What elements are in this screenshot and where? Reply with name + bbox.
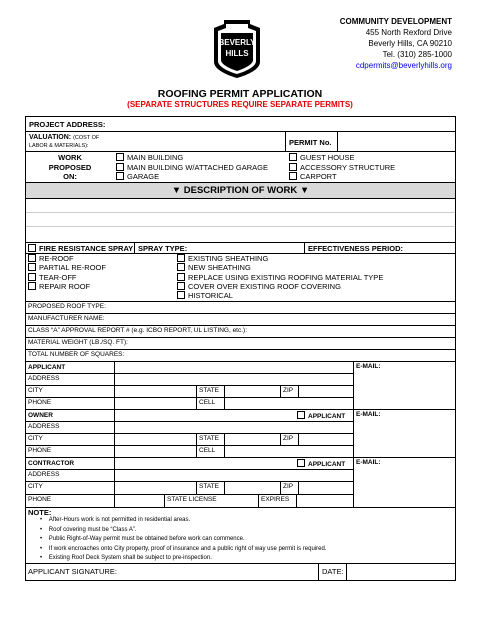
- expires-label: EXPIRES: [261, 496, 290, 503]
- info-row[interactable]: MANUFACTURER NAME:: [28, 315, 105, 322]
- info-row[interactable]: MATERIAL WEIGHT (LB./SQ. FT):: [28, 339, 128, 346]
- phone-number: Tel. (310) 285-1000: [382, 50, 452, 59]
- checkbox[interactable]: [297, 411, 305, 419]
- info-row[interactable]: CLASS “A” APPROVAL REPORT # (e.g. ICBO REPORT, UL LISTING, etc.):: [28, 327, 248, 334]
- phone-label: PHONE: [28, 447, 52, 454]
- state-label: STATE: [199, 435, 219, 442]
- checkbox[interactable]: [177, 282, 185, 290]
- phone-label: PHONE: [28, 496, 52, 503]
- checkbox[interactable]: [116, 153, 124, 161]
- email-link[interactable]: cdpermits@beverlyhills.org: [355, 61, 452, 70]
- email-label: E-MAIL:: [356, 363, 381, 370]
- checkbox[interactable]: [116, 163, 124, 171]
- description-header: ▼ DESCRIPTION OF WORK ▼: [26, 183, 455, 198]
- checkbox[interactable]: [28, 273, 36, 281]
- roof-option[interactable]: PARTIAL RE-ROOF: [28, 263, 106, 272]
- roof-option[interactable]: COVER OVER EXISTING ROOF COVERING: [177, 282, 383, 291]
- city-logo: [210, 18, 264, 80]
- zip-label: ZIP: [283, 387, 294, 394]
- logo-text-bottom: HILLS: [225, 49, 249, 58]
- list-item: • Existing Roof Deck System shall be subject to pre-inspection.: [40, 555, 212, 562]
- notes-list: [40, 516, 326, 564]
- work-proposed-label: WORK PROPOSED ON:: [48, 153, 92, 181]
- cell-label: CELL: [199, 447, 216, 454]
- checkbox[interactable]: [289, 163, 297, 171]
- checkbox[interactable]: [28, 254, 36, 262]
- note-label: NOTE:: [28, 508, 52, 517]
- project-address-label: PROJECT ADDRESS:: [29, 120, 106, 129]
- work-option[interactable]: ACCESSORY STRUCTURE: [289, 163, 395, 173]
- list-item: • Roof covering must be “Class A”.: [40, 526, 137, 533]
- permit-no-label: PERMIT No.: [289, 138, 332, 147]
- address-label: ADDRESS: [28, 423, 60, 430]
- address-line1: 455 North Rexford Drive: [365, 28, 452, 37]
- roof-option[interactable]: EXISTING SHEATHING: [177, 254, 383, 263]
- roof-option[interactable]: TEAR-OFF: [28, 273, 106, 282]
- email-label: E-MAIL:: [356, 411, 381, 418]
- roof-option[interactable]: RE-ROOF: [28, 254, 106, 263]
- work-option[interactable]: GUEST HOUSE: [289, 153, 395, 163]
- dept-name: COMMUNITY DEVELOPMENT: [339, 17, 452, 26]
- effectiveness-label: EFFECTIVENESS PERIOD:: [308, 244, 404, 253]
- contractor-applicant-option[interactable]: APPLICANT: [297, 459, 345, 468]
- checkbox[interactable]: [297, 459, 305, 467]
- checkbox[interactable]: [116, 172, 124, 180]
- contractor-label: CONTRACTOR: [28, 460, 75, 467]
- cell-label: CELL: [199, 399, 216, 406]
- applicant-label: APPLICANT: [28, 364, 66, 371]
- owner-label: OWNER: [28, 412, 53, 419]
- fire-spray-option[interactable]: FIRE RESISTANCE SPRAY: [28, 244, 133, 253]
- checkbox[interactable]: [28, 263, 36, 271]
- checkbox[interactable]: [28, 282, 36, 290]
- city-label: CITY: [28, 435, 43, 442]
- email-label: E-MAIL:: [356, 459, 381, 466]
- info-row[interactable]: PROPOSED ROOF TYPE:: [28, 303, 106, 310]
- date-field[interactable]: DATE:: [322, 567, 344, 576]
- checkbox[interactable]: [177, 291, 185, 299]
- checkbox[interactable]: [177, 263, 185, 271]
- roof-option[interactable]: HISTORICAL: [177, 291, 383, 300]
- valuation-label: VALUATION: (COST OF LABOR & MATERIALS):: [29, 134, 100, 149]
- work-option[interactable]: MAIN BUILDING W/ATTACHED GARAGE: [116, 163, 268, 173]
- state-label: STATE: [199, 483, 219, 490]
- checkbox[interactable]: [289, 172, 297, 180]
- address-label: ADDRESS: [28, 375, 60, 382]
- signature-field[interactable]: APPLICANT SIGNATURE:: [28, 567, 117, 576]
- zip-label: ZIP: [283, 435, 294, 442]
- work-option[interactable]: GARAGE: [116, 172, 268, 182]
- list-item: • If work encroaches onto City property, proof of insurance and a public right of way use permit is required.: [40, 545, 327, 552]
- checkbox[interactable]: [289, 153, 297, 161]
- spray-type-label: SPRAY TYPE:: [138, 244, 188, 253]
- roof-option[interactable]: NEW SHEATHING: [177, 263, 383, 272]
- state-label: STATE: [199, 387, 219, 394]
- zip-label: ZIP: [283, 483, 294, 490]
- address-label: ADDRESS: [28, 471, 60, 478]
- address-line2: Beverly Hills, CA 90210: [368, 39, 452, 48]
- roof-option[interactable]: REPLACE USING EXISTING ROOFING MATERIAL TYPE: [177, 273, 383, 282]
- roof-option[interactable]: REPAIR ROOF: [28, 282, 106, 291]
- checkbox[interactable]: [28, 244, 36, 252]
- phone-label: PHONE: [28, 399, 52, 406]
- work-option[interactable]: CARPORT: [289, 172, 395, 182]
- city-label: CITY: [28, 387, 43, 394]
- list-item: • After-Hours work is not permitted in residential areas.: [40, 517, 191, 523]
- logo-text-top: BEVERLY: [218, 38, 256, 47]
- info-row[interactable]: TOTAL NUMBER OF SQUARES:: [28, 351, 125, 358]
- checkbox[interactable]: [177, 273, 185, 281]
- checkbox[interactable]: [177, 254, 185, 262]
- work-option[interactable]: MAIN BUILDING: [116, 153, 268, 163]
- owner-applicant-option[interactable]: APPLICANT: [297, 411, 345, 420]
- city-label: CITY: [28, 483, 43, 490]
- page-title: ROOFING PERMIT APPLICATION: [157, 88, 323, 100]
- page-subtitle: (SEPARATE STRUCTURES REQUIRE SEPARATE PERMITS): [127, 100, 353, 109]
- state-license-label: STATE LICENSE: [167, 496, 217, 503]
- list-item: • Public Right-of-Way permit must be obtained before work can commence.: [40, 536, 245, 543]
